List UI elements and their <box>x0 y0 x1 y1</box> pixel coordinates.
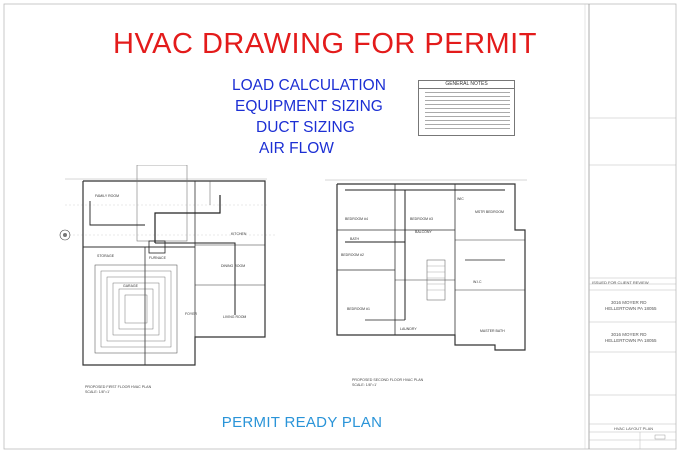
service-equipment-sizing: EQUIPMENT SIZING <box>235 98 383 115</box>
project-city-line-1: HELLERTOWN PA 18055 <box>605 306 657 311</box>
project-address-line-2: 3016 MOYER RD <box>611 332 647 337</box>
second-floor-caption: PROPOSED SECOND FLOOR HVAC PLAN <box>352 378 424 382</box>
project-city-line-2: HELLERTOWN PA 18055 <box>605 338 657 343</box>
room-garage: GARAGE <box>123 284 138 288</box>
project-address-line-1: 3016 MOYER RD <box>611 300 647 305</box>
second-floor-scale: SCALE: 1/8"=1' <box>352 383 377 387</box>
room-kitchen: KITCHEN <box>231 232 247 236</box>
permit-ready-label: PERMIT READY PLAN <box>221 414 383 431</box>
service-load-calculation: LOAD CALCULATION <box>232 77 386 94</box>
room-furnace: FURNACE <box>149 256 166 260</box>
room-storage: STORAGE <box>97 254 115 258</box>
room-family-room: FAMILY ROOM <box>95 194 119 198</box>
first-floor-scale: SCALE: 1/8"=1' <box>85 390 110 394</box>
second-floor-plan <box>305 170 545 380</box>
sheet-title: HVAC LAYOUT PLAN <box>614 426 654 431</box>
room-laundry: LAUNDRY <box>400 327 417 331</box>
room-mstr-bedroom: MSTR BEDROOM <box>475 210 504 214</box>
room-bedroom-2: BEDROOM #2 <box>341 253 364 257</box>
revision-description: ISSUED FOR CLIENT REVIEW <box>592 280 649 285</box>
room-living-room: LIVING ROOM <box>223 315 247 319</box>
room-bedroom-4: BEDROOM #4 <box>345 217 368 221</box>
room-w-i-c: W.I.C <box>473 280 482 284</box>
room-dining-room: DINING ROOM <box>221 264 246 268</box>
room-bath: BATH <box>350 237 360 241</box>
first-floor-plan <box>45 165 285 385</box>
room-bedroom-3: BEDROOM #3 <box>410 217 433 221</box>
room-foyer: FOYER <box>185 312 198 316</box>
service-duct-sizing: DUCT SIZING <box>256 119 355 136</box>
room-bedroom-1: BEDROOM #1 <box>347 307 370 311</box>
room-wic: WIC <box>457 197 464 201</box>
services-list <box>210 75 386 159</box>
service-air-flow: AIR FLOW <box>259 140 334 157</box>
room-master-bath: MASTER BATH <box>480 329 505 333</box>
room-balcony: BALCONY <box>415 230 432 234</box>
general-notes-title: GENERAL NOTES <box>419 81 514 89</box>
first-floor-caption: PROPOSED FIRST FLOOR HVAC PLAN <box>85 385 152 389</box>
drawing-title: HVAC DRAWING FOR PERMIT <box>113 28 537 60</box>
general-notes-box <box>418 80 515 136</box>
